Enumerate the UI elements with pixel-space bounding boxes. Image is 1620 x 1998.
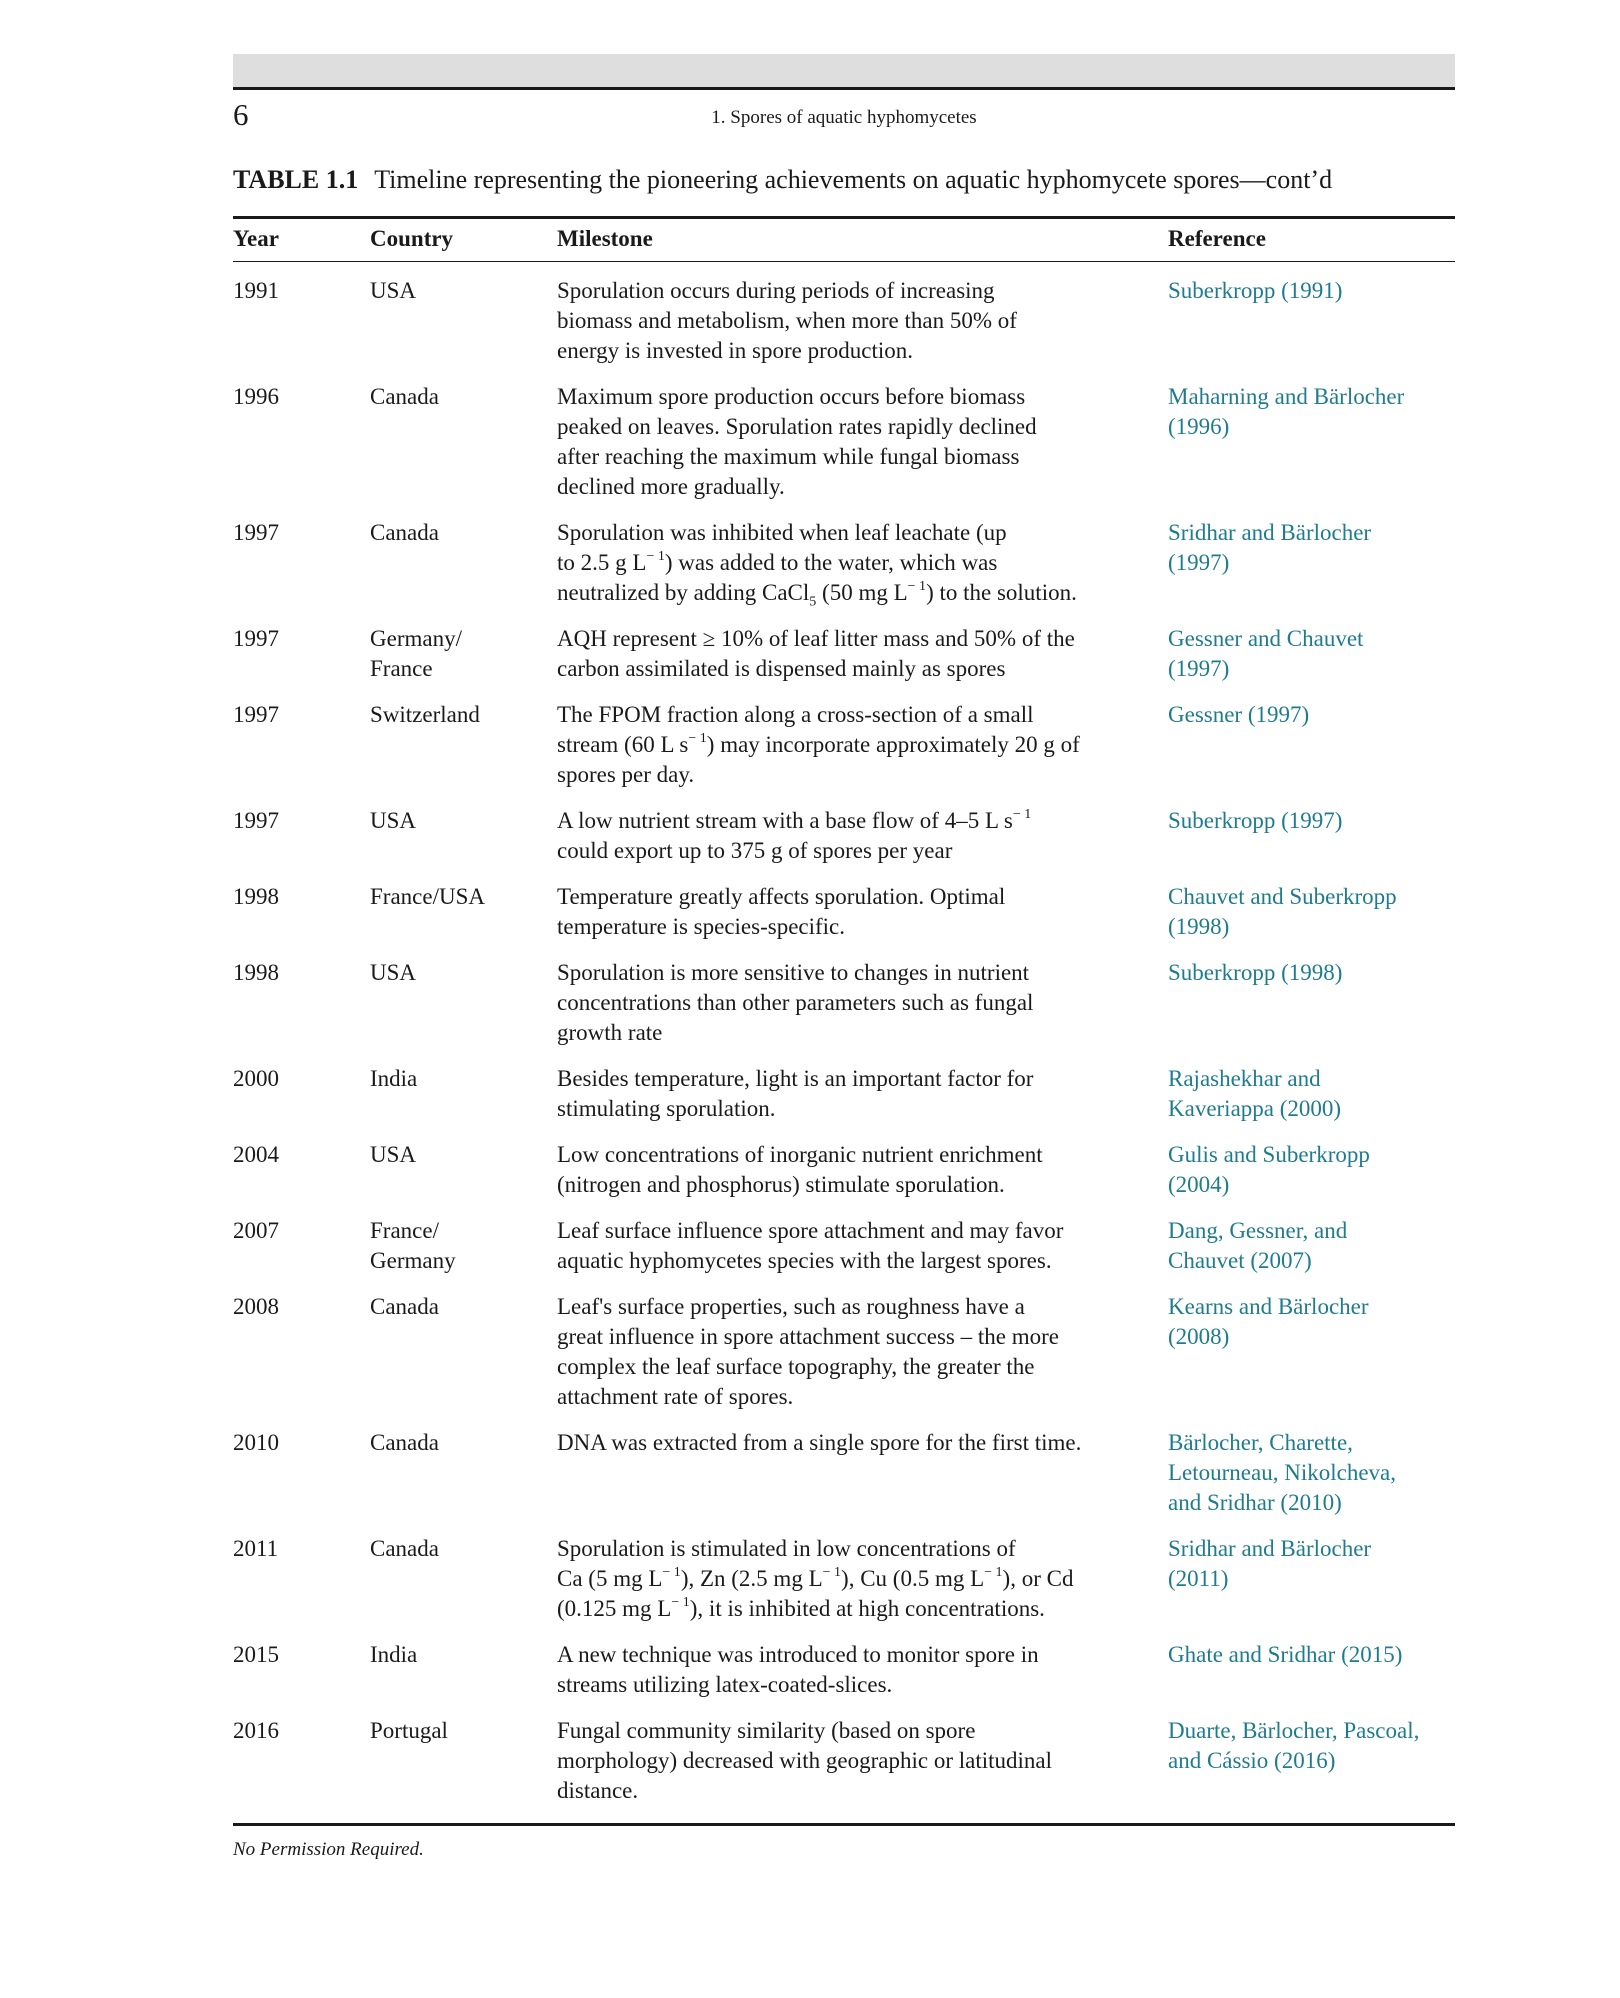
cell-country: USA (370, 278, 417, 303)
running-head (233, 87, 1455, 136)
reference-link[interactable]: Duarte, Bärlocher, Pascoal, and Cássio (2016) (1168, 1718, 1420, 1773)
cell-milestone: Sporulation is more sensitive to changes in nutrient concentrations than other parameters such as fungal growth rate (557, 960, 1034, 1045)
cell-country: Canada (370, 1536, 439, 1561)
cell-year: 2000 (233, 1066, 279, 1091)
table-row (233, 1286, 1455, 1422)
table-row (233, 376, 1455, 512)
cell-country: Portugal (370, 1718, 448, 1743)
table-caption (233, 164, 1455, 196)
reference-link[interactable]: Suberkropp (1997) (1168, 808, 1343, 833)
cell-year: 1997 (233, 702, 279, 727)
reference-link[interactable]: Suberkropp (1998) (1168, 960, 1343, 985)
table-row (233, 1528, 1455, 1634)
timeline-table (233, 216, 1455, 1826)
cell-milestone: Leaf surface influence spore attachment and may favor aquatic hyphomycetes species with the largest spores. (557, 1218, 1064, 1273)
permission-footnote: No Permission Required. (233, 1839, 424, 1860)
cell-year: 1998 (233, 884, 279, 909)
page-number: 6 (233, 97, 249, 132)
cell-country: USA (370, 960, 417, 985)
column-header-year: Year (233, 226, 279, 251)
table-body (233, 262, 1455, 1823)
cell-milestone: Fungal community similarity (based on spore morphology) decreased with geographic or latitudinal distance. (557, 1718, 1052, 1803)
table-row (233, 1634, 1455, 1710)
table-row (233, 1422, 1455, 1528)
cell-year: 2004 (233, 1142, 279, 1167)
cell-country: France/ Germany (370, 1218, 456, 1273)
reference-link[interactable]: Sridhar and Bärlocher (2011) (1168, 1536, 1372, 1591)
reference-link[interactable]: Maharning and Bärlocher (1996) (1168, 384, 1405, 439)
cell-milestone: Sporulation occurs during periods of increasing biomass and metabolism, when more than 50% of energy is invested in spore production. (557, 278, 1017, 363)
cell-country: Canada (370, 1294, 439, 1319)
table-title: Timeline representing the pioneering achievements on aquatic hyphomycete spores—cont’d (374, 165, 1333, 194)
reference-link[interactable]: Gessner and Chauvet (1997) (1168, 626, 1364, 681)
reference-link[interactable]: Rajashekhar and Kaveriappa (2000) (1168, 1066, 1342, 1121)
cell-country: USA (370, 808, 417, 833)
cell-year: 2007 (233, 1218, 279, 1243)
table-row (233, 1210, 1455, 1286)
cell-year: 1997 (233, 520, 279, 545)
reference-link[interactable]: Kearns and Bärlocher (2008) (1168, 1294, 1369, 1349)
table-row (233, 512, 1455, 618)
cell-milestone: The FPOM fraction along a cross-section of a small stream (60 L $s^{- 1}$) may incorporate approximately 20 g of spores per day. (557, 702, 1080, 787)
cell-country: Germany/ France (370, 626, 462, 681)
reference-link[interactable]: Gessner (1997) (1168, 702, 1310, 727)
cell-milestone: A new technique was introduced to monitor spore in streams utilizing latex-coated-slices. (557, 1642, 1039, 1697)
cell-year: 1997 (233, 626, 279, 651)
cell-country: France/USA (370, 884, 485, 909)
table-row (233, 1058, 1455, 1134)
cell-country: Canada (370, 1430, 439, 1455)
table-row (233, 270, 1455, 376)
cell-year: 2010 (233, 1430, 279, 1455)
chapter-title: 1. Spores of aquatic hyphomycetes (711, 107, 977, 128)
table-row (233, 1710, 1455, 1816)
column-header-country: Country (370, 226, 454, 251)
table-row (233, 952, 1455, 1058)
table-row (233, 800, 1455, 876)
table-row (233, 618, 1455, 694)
cell-country: Canada (370, 384, 439, 409)
cell-milestone: Maximum spore production occurs before biomass peaked on leaves. Sporulation rates rapidly declined after reaching the maximum while fungal biomass declined more gradually. (557, 384, 1037, 499)
table-row (233, 1134, 1455, 1210)
cell-milestone: DNA was extracted from a single spore for the first time. (557, 1430, 1082, 1455)
cell-country: Canada (370, 520, 439, 545)
cell-year: 2008 (233, 1294, 279, 1319)
header-band (233, 54, 1455, 87)
cell-year: 1996 (233, 384, 279, 409)
cell-milestone: AQH represent ≥ 10% of leaf litter mass and 50% of the carbon assimilated is dispensed mainly as spores (557, 626, 1075, 681)
table-header-row (233, 219, 1455, 262)
reference-link[interactable]: Suberkropp (1991) (1168, 278, 1343, 303)
table-row (233, 694, 1455, 800)
cell-country: India (370, 1642, 418, 1667)
table-label: TABLE 1.1 (233, 165, 359, 194)
table-row (233, 876, 1455, 952)
cell-milestone: Sporulation is stimulated in low concentrations of Ca (5 mg $L^{- 1}$), Zn (2.5 mg $L^{- 1}$), Cu (0.5 mg $L^{- 1}$), or Cd (0.125 mg $L^{- 1}$), it is inhibited at high concentrations. (557, 1536, 1074, 1621)
reference-link[interactable]: Bärlocher, Charette, Letourneau, Nikolcheva, and Sridhar (2010) (1168, 1430, 1396, 1515)
cell-milestone: Sporulation was inhibited when leaf leachate (up to 2.5 g $L^{- 1}$) was added to the water, which was neutralized by adding CaCl$_5$ (50 mg $L^{- 1}$) to the solution. (557, 520, 1077, 610)
reference-link[interactable]: Dang, Gessner, and Chauvet (2007) (1168, 1218, 1348, 1273)
cell-year: 1991 (233, 278, 279, 303)
cell-year: 1998 (233, 960, 279, 985)
cell-year: 2016 (233, 1718, 279, 1743)
cell-country: USA (370, 1142, 417, 1167)
cell-year: 2011 (233, 1536, 279, 1561)
column-header-milestone: Milestone (557, 226, 653, 251)
cell-milestone: A low nutrient stream with a base flow of 4–5 L $s^{- 1}$ could export up to 375 g of spores per year (557, 807, 1032, 863)
book-page (233, 54, 1455, 1862)
reference-link[interactable]: Gulis and Suberkropp (2004) (1168, 1142, 1370, 1197)
cell-country: India (370, 1066, 418, 1091)
cell-milestone: Besides temperature, light is an important factor for stimulating sporulation. (557, 1066, 1034, 1121)
reference-link[interactable]: Ghate and Sridhar (2015) (1168, 1642, 1403, 1667)
cell-milestone: Temperature greatly affects sporulation. Optimal temperature is species-specific. (557, 884, 1006, 939)
cell-year: 2015 (233, 1642, 279, 1667)
cell-milestone: Leaf's surface properties, such as roughness have a great influence in spore attachment success – the more complex the leaf surface topography, the greater the attachment rate of spores. (557, 1294, 1059, 1409)
cell-country: Switzerland (370, 702, 480, 727)
cell-milestone: Low concentrations of inorganic nutrient enrichment (nitrogen and phosphorus) stimulate sporulation. (557, 1142, 1043, 1197)
cell-year: 1997 (233, 808, 279, 833)
reference-link[interactable]: Chauvet and Suberkropp (1998) (1168, 884, 1397, 939)
column-header-reference: Reference (1168, 226, 1266, 251)
reference-link[interactable]: Sridhar and Bärlocher (1997) (1168, 520, 1372, 575)
